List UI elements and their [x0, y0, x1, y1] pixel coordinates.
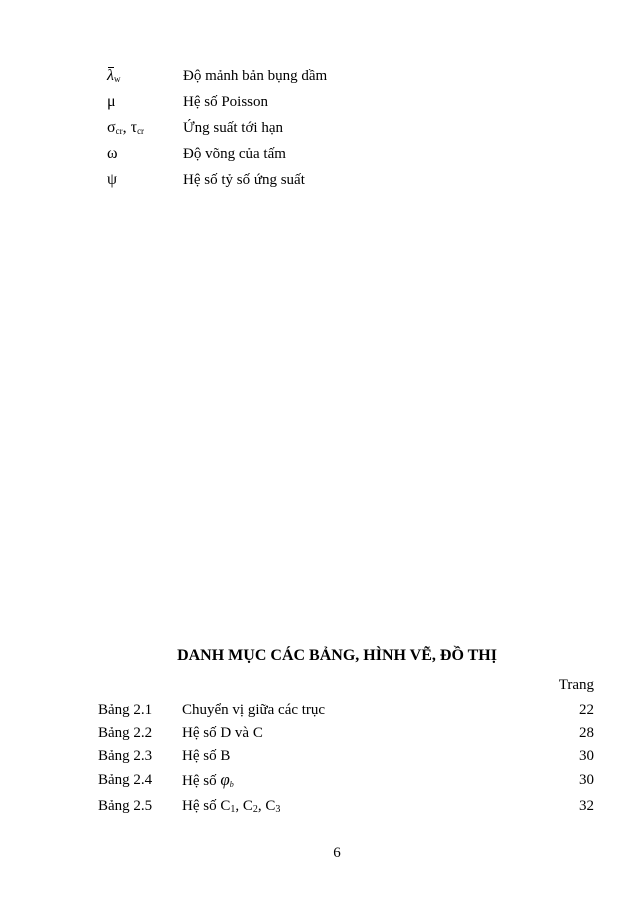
table-title: Hệ số B — [182, 748, 231, 764]
table-page: 28 — [579, 725, 594, 741]
table-code: Bảng 2.2 — [98, 725, 153, 741]
symbol-row-psi — [0, 170, 638, 194]
table-title: Chuyển vị giữa các trục — [182, 702, 326, 718]
symbol-description: Độ võng của tấm — [183, 146, 286, 162]
page-number: 6 — [333, 845, 341, 861]
list-item — [0, 700, 638, 724]
table-code: Bảng 2.1 — [98, 702, 153, 718]
list-item — [0, 746, 638, 770]
symbol-description: Ứng suất tới hạn — [183, 120, 283, 136]
page-column-label: Trang — [558, 677, 594, 693]
symbol-psi: ψ — [107, 171, 118, 188]
symbol-lambda: $\lambda_w$ — [107, 67, 121, 84]
table-page: 30 — [579, 772, 594, 788]
table-title: Hệ số $C_1$, $C_2$, $C_3$ — [182, 798, 281, 815]
list-item — [0, 770, 638, 794]
symbol-row-omega — [0, 144, 638, 168]
table-page: 32 — [579, 798, 594, 814]
list-item — [0, 796, 638, 820]
table-title: Hệ số $\varphi_b$ — [182, 770, 234, 789]
table-code: Bảng 2.5 — [98, 798, 153, 814]
table-title: Hệ số D và C — [182, 725, 263, 741]
table-page: 30 — [579, 748, 594, 764]
symbol-description: Độ mảnh bản bụng dầm — [183, 68, 328, 84]
symbol-description: Hệ số tỷ số ứng suất — [183, 172, 305, 188]
symbol-sigma-tau: $\sigma_{cr}$, $\tau_{cr}$ — [107, 119, 145, 136]
symbol-row-lambda — [0, 66, 638, 90]
symbol-description: Hệ số Poisson — [183, 94, 269, 110]
table-code: Bảng 2.4 — [98, 772, 153, 788]
symbol-omega: ω — [107, 145, 118, 162]
symbol-row-mu — [0, 92, 638, 116]
symbol-row-sigma-tau — [0, 118, 638, 142]
list-item — [0, 723, 638, 747]
table-code: Bảng 2.3 — [98, 748, 153, 764]
list-heading: DANH MỤC CÁC BẢNG, HÌNH VẼ, ĐỒ THỊ — [177, 647, 497, 664]
table-page: 22 — [579, 702, 594, 718]
symbol-mu: μ — [107, 93, 116, 110]
